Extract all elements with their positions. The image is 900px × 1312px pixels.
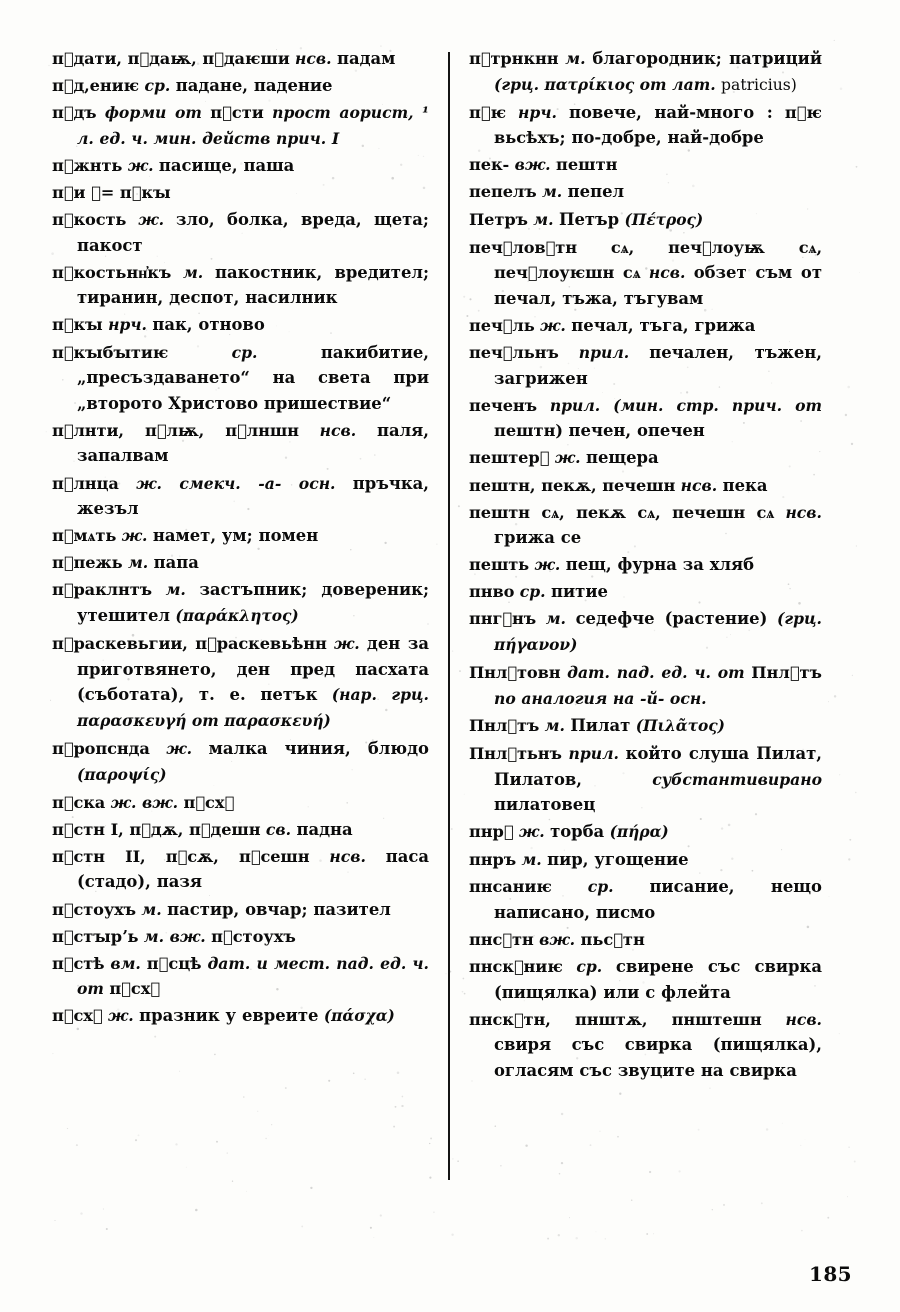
grammar-abbrev: св. (265, 819, 292, 839)
headword: пⷶпежь (52, 553, 123, 573)
greek-source: πήγανον) (494, 636, 578, 655)
headword: пⷶстѣ (52, 953, 105, 973)
ocs-form: пьсⷶтн (580, 930, 645, 950)
headword: пⷶкꙑбꙑтиѥ (52, 342, 169, 362)
gloss: ден за приготвянето, ден пред пасхата (съботата), т. е. петък (77, 634, 429, 705)
grammar-abbrev: ж. вж. (110, 792, 179, 812)
gloss: Петър (558, 209, 620, 229)
grammar-abbrev: нрч. (108, 315, 147, 335)
grammar-abbrev: нсв. (785, 1009, 822, 1029)
gloss: зло, болка, вреда, щета; пакост (77, 210, 429, 255)
headword: пнскⷶниѥ (469, 957, 563, 977)
headword: пⷶлнца (52, 473, 119, 493)
dictionary-entry (469, 473, 822, 499)
headword: пештерⷶ (469, 448, 550, 468)
gloss: печал, тъга, грижа (571, 315, 756, 335)
headword: пек- (469, 155, 510, 175)
headword: пⷶстꙑрʼь (52, 926, 139, 946)
dictionary-entry (469, 313, 822, 339)
right-column (437, 46, 822, 1085)
grammar-abbrev: вм. (110, 953, 141, 973)
gloss: папа (153, 553, 199, 573)
gloss: повече, най-много : (568, 102, 773, 122)
italic-note: форми от (104, 103, 202, 123)
dictionary-entry (469, 954, 822, 1005)
gloss: пастир, овчар; пазител (167, 899, 391, 919)
greek-source: (πάσχα) (323, 1007, 395, 1026)
gloss: пакостник, вредител; тиранин, деспот, насилник (77, 262, 429, 308)
gloss: пак, отново (152, 315, 265, 335)
headword: пⷶстн II, пⷶсѫ, пⷶсешн (52, 846, 310, 866)
dictionary-entry (469, 660, 822, 711)
gloss: пещера (585, 448, 659, 468)
gloss: Пилат (570, 715, 631, 735)
ocs-form: пⷶсцѣ (146, 953, 202, 973)
headword: пнръ (469, 850, 517, 870)
gloss: свиря със свирка (пищялка), огласям със звуците на свирка (494, 1035, 822, 1081)
dictionary-entry (52, 844, 429, 895)
grammar-abbrev: м. (533, 209, 554, 229)
gloss: падна (296, 819, 353, 839)
gloss: празник у евреите (139, 1006, 319, 1026)
dictionary-entry (469, 552, 822, 578)
greek-source: (Πέτρος) (624, 210, 704, 229)
gloss: намет, ум; помен (152, 526, 319, 546)
gloss: пръчка, жезъл (77, 473, 429, 519)
gloss: пещ, фурна за хляб (565, 555, 755, 575)
dictionary-entry (52, 260, 429, 311)
headword: печⷶловⷶтн сѧ, печⷶлоуѭ сѧ, печⷶлоуѥшн сѧ (469, 237, 822, 283)
dictionary-entry (469, 874, 822, 925)
grammar-abbrev: нсв. (329, 846, 366, 866)
headword: пⷶи ⁀= пⷶкꙑ (52, 182, 171, 202)
grammar-abbrev: м. (182, 262, 204, 282)
gloss: обзет съм от печал, тъжа, тъгувам (494, 263, 823, 308)
dictionary-entry (52, 577, 429, 629)
greek-source: (παροψίς) (77, 765, 167, 784)
ocs-form: пештн) (494, 421, 564, 441)
grammar-abbrev: нрч. (518, 102, 557, 122)
grammar-abbrev: нсв. (648, 263, 686, 283)
gloss: малка чиния, блюдо (208, 738, 429, 758)
greek-source: (Πιλᾶτος) (635, 716, 725, 735)
headword: пⷶжнть (52, 155, 123, 175)
gloss: пасище, паша (158, 155, 295, 175)
greek-source: πατρίκιος (544, 75, 635, 94)
grammar-abbrev: вж. (539, 930, 576, 950)
headword: пⷶѥ (469, 102, 506, 122)
dictionary-entry (52, 153, 429, 179)
dictionary-entry (469, 579, 822, 605)
headword: Пнлⷶтъ (469, 715, 540, 735)
ocs-form: пⷶсхⷶ (109, 979, 161, 999)
gloss: пека (722, 475, 768, 495)
dictionary-entry (52, 73, 429, 99)
headword: пепелъ (469, 182, 537, 202)
headword: пнсⷶтн (469, 930, 534, 950)
grammar-abbrev: ж. (107, 1006, 134, 1026)
dictionary-entry (469, 235, 822, 312)
grammar-abbrev: ж. (534, 555, 561, 575)
gloss: писание, нещо написано, писмо (494, 877, 822, 922)
grammar-abbrev: нсв. (785, 502, 822, 522)
headword: пⷶдъ (52, 103, 97, 123)
grammar-abbrev: м. вж. (143, 926, 206, 946)
ocs-form: пⷶѥ вьсѣхъ (494, 102, 823, 148)
gloss: грижа се (494, 528, 582, 548)
gloss: печален, тъжен, загрижен (494, 343, 822, 388)
dictionary-entry (469, 819, 822, 846)
gloss: благородник; патриций (592, 49, 822, 68)
headword: пештн, пекѫ, печешн (469, 475, 676, 495)
grammar-abbrev: м. (521, 850, 542, 870)
headword: пⷶропснда (52, 738, 150, 758)
gloss: паля, запалвам (77, 420, 429, 466)
headword: печⷶльнъ (469, 343, 559, 363)
gloss: който слуша Пилат, Пилатов, (494, 743, 822, 789)
dictionary-entry (469, 340, 822, 391)
dictionary-entry (52, 631, 429, 734)
grammar-abbrev: ср. (519, 582, 546, 602)
gloss: пепел (567, 182, 625, 202)
gloss: пакибитие, „пресъздаването“ на света при „второто Христово пришествие“ (77, 342, 429, 413)
headword: пⷶмѧть (52, 526, 117, 546)
italic-note: прост аорист, ¹ л. ед. ч. мин. действ прич. I (77, 103, 429, 148)
gloss: ; по-добре, най-добре (559, 128, 764, 148)
dictionary-entry (469, 100, 822, 151)
grammar-abbrev: вж. (514, 155, 551, 175)
gloss: питие (551, 582, 608, 602)
headword: пешть (469, 555, 530, 575)
grammar-abbrev: нсв. (680, 475, 718, 495)
italic-note: от лат. (639, 74, 716, 94)
italic-note: субстантивирано (652, 769, 822, 789)
grammar-abbrev: м. (127, 553, 149, 573)
dictionary-entry (52, 817, 429, 843)
dictionary-entry (52, 523, 429, 549)
dictionary-entry (469, 1007, 822, 1084)
grammar-abbrev: нсв. (295, 49, 332, 68)
dictionary-entry (469, 445, 822, 471)
headword: пⷶкостьнн҆къ (52, 262, 172, 282)
ocs-form: пⷶстоухъ (211, 926, 296, 946)
headword: пⷶраклнтъ (52, 580, 152, 600)
dictionary-entry (469, 500, 822, 551)
italic-note: (мин. стр. прич. от (613, 395, 822, 415)
gloss: падане, падение (175, 76, 333, 96)
ocs-form: пⷶсхⷶ (183, 792, 235, 812)
greek-source: (πήρα) (609, 823, 669, 842)
greek-source: παρασκευή) (224, 711, 331, 730)
grammar-abbrev: прил. (549, 395, 601, 415)
headword: пⷶд,ениѥ (52, 76, 140, 96)
grammar-abbrev: ср. (587, 877, 614, 897)
page-number: 185 (809, 1262, 852, 1286)
dictionary-entry (52, 951, 429, 1002)
headword: пⷶска (52, 792, 106, 812)
italic-note: по аналогия на -й- осн. (494, 688, 707, 708)
headword: пⷶкость (52, 210, 127, 230)
dictionary-entry (469, 179, 822, 205)
gloss: падам (337, 49, 396, 68)
headword: пⷶтрнкнн (469, 49, 559, 68)
ocs-form: Пнлⷶтъ (751, 663, 822, 683)
grammar-abbrev: ж. (518, 822, 545, 842)
grammar-abbrev: ж. (554, 448, 581, 468)
grammar-abbrev: ср. (144, 76, 171, 96)
headword: пнво (469, 582, 515, 602)
dictionary-entry (52, 207, 429, 258)
grammar-abbrev: м. (545, 609, 566, 629)
headword: Пнлⷶтьнъ (469, 743, 562, 763)
gloss: свирене със свирка (пищялка) или с флейта (494, 957, 822, 1002)
grammar-abbrev: ср. (231, 342, 258, 362)
ocs-form: пⷶсти (210, 103, 264, 123)
grammar-abbrev: м. (544, 715, 565, 735)
dictionary-entry (52, 46, 429, 72)
dictionary-entry (469, 847, 822, 873)
grammar-abbrev: нсв. (319, 420, 357, 440)
italic-note: дат. пад. ед. ч. от (567, 663, 745, 683)
grammar-abbrev: ж. (127, 155, 154, 175)
grammar-abbrev: ср. (576, 957, 603, 977)
dictionary-entry (469, 393, 822, 444)
greek-source: παρασκευγή (77, 711, 187, 730)
grammar-abbrev: м. (565, 49, 586, 68)
headword: пнгⷶнъ (469, 609, 537, 629)
left-column (52, 46, 437, 1085)
grammar-abbrev: ж. (138, 210, 165, 230)
dictionary-entry (52, 1003, 429, 1030)
gloss: печен, опечен (568, 421, 705, 441)
headword: пⷶстн I, пⷶдѫ, пⷶдешн (52, 819, 261, 839)
latin-source: patricius) (721, 75, 797, 94)
italic-note: от (191, 710, 219, 730)
headword: пнсаниѥ (469, 877, 552, 897)
grammar-abbrev: ж. (333, 634, 360, 654)
headword: пнрⷶ (469, 822, 514, 842)
dictionary-entry (52, 924, 429, 950)
headword: пⷶдати, пⷶдаѭ, пⷶдаѥши (52, 49, 290, 68)
dictionary-entry (52, 471, 429, 522)
headword: пⷶлнти, пⷶлѭ, пⷶлншн (52, 420, 299, 440)
dictionary-entry (52, 897, 429, 923)
italic-note: дат. и мест. пад. ед. ч. от (77, 953, 429, 999)
gloss: застъпник; доверeник; утешител (77, 580, 429, 625)
grammar-abbrev: ж. смекч. -а- осн. (136, 473, 336, 493)
greek-source: (παράκλητος) (175, 606, 299, 625)
grammar-abbrev: ж. (121, 526, 148, 546)
headword: пⷶстоухъ (52, 899, 136, 919)
headword: печⷶль (469, 315, 535, 335)
dictionary-entry (52, 550, 429, 576)
headword: Пнлⷶтовн (469, 663, 561, 683)
gloss: паса (стадо), пазя (77, 846, 429, 892)
dictionary-entry (469, 927, 822, 953)
headword: Петръ (469, 209, 528, 229)
dictionary-entry (469, 207, 822, 234)
dictionary-entry (52, 790, 429, 816)
dictionary-entry (469, 606, 822, 658)
grammar-abbrev: м. (541, 182, 563, 202)
dictionary-entry (52, 100, 429, 151)
dictionary-entry (469, 152, 822, 178)
gloss: пилатовец (494, 795, 596, 815)
grammar-abbrev: ж. (540, 315, 566, 335)
two-column-text-body (52, 46, 852, 1085)
dictionary-entry (52, 340, 429, 417)
italic-note: (грц. (494, 74, 540, 94)
headword: пⷶкꙑ (52, 315, 103, 335)
grammar-abbrev: м. (165, 580, 186, 600)
italic-note: (нар. грц. (331, 685, 429, 705)
gloss: торба (550, 822, 605, 842)
gloss: пир, угощение (547, 850, 689, 870)
grammar-abbrev: прил. (568, 743, 619, 763)
ocs-form: пештн (556, 155, 618, 175)
dictionary-entry (52, 736, 429, 788)
dictionary-entry (52, 312, 429, 338)
gloss: седефче (растение) (575, 609, 768, 629)
dictionary-entry (52, 418, 429, 469)
headword: пⷶраскевьгии, пⷶраскевьѣнн (52, 634, 327, 654)
dictionary-entry (469, 741, 822, 818)
dictionary-entry (469, 713, 822, 740)
headword: пⷶсхⷶ (52, 1006, 103, 1026)
grammar-abbrev: м. (141, 899, 162, 919)
italic-note: (грц. (776, 609, 822, 629)
headword: печенъ (469, 395, 537, 415)
grammar-abbrev: прил. (578, 343, 630, 363)
headword: пештн сѧ, пекѫ сѧ, печешн сѧ (469, 502, 775, 522)
dictionary-entry (469, 46, 822, 98)
dictionary-entry (52, 180, 429, 206)
headword: пнскⷶтн, пнштѫ, пнштешн (469, 1009, 762, 1029)
grammar-abbrev: ж. (166, 738, 193, 758)
